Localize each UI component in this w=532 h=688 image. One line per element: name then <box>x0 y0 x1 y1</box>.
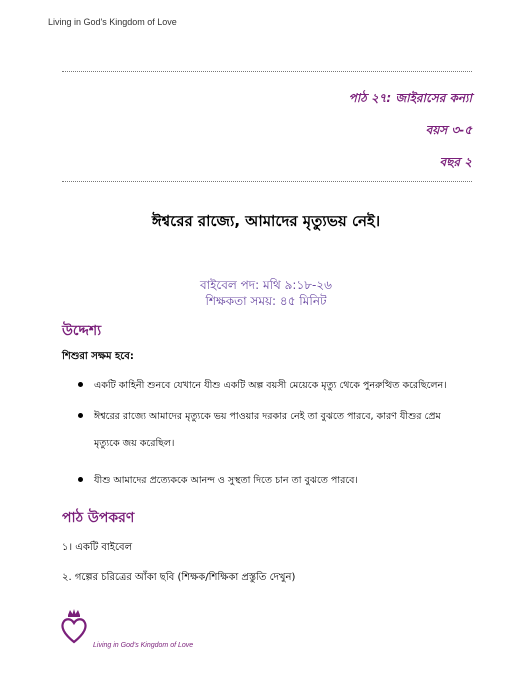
objective-text: ঈশ্বরের রাজ্যে আমাদের মৃত্যুকে ভয় পাওয়ার দরকার নেই তা বুঝতে পারবে, কারণ যীশুর প্রেম <box>94 411 441 422</box>
bullet-icon <box>78 477 83 482</box>
crown-heart-logo-icon <box>60 606 88 646</box>
meta-divider <box>62 181 472 182</box>
objectives-subheading: শিশুরা সক্ষম হবে: <box>62 351 134 362</box>
objectives-heading: উদ্দেশ্য <box>62 323 102 339</box>
bullet-icon <box>78 413 83 418</box>
objective-item <box>78 403 478 457</box>
lesson-title: পাঠ ২৭: জাইরাসের কন্যা <box>348 91 472 105</box>
year-label: বছর ২ <box>439 155 472 169</box>
objective-text: যীশু আমাদের প্রত্যেককে আনন্দ ও সুস্থতা দিতে চান তা বুঝতে পারবে। <box>94 475 358 486</box>
bible-passage: বাইবেল পদ: মথি ৯:১৮-২৬ <box>200 278 332 292</box>
objective-item <box>78 467 478 494</box>
lesson-theme: ঈশ্বরের রাজ্যে, আমাদের মৃত্যুভয় নেই। <box>151 212 381 230</box>
age-range: বয়স ৩-৫ <box>425 123 472 137</box>
material-item: ১। একটি বাইবেল <box>62 542 133 553</box>
footer-logo-text: Living in God's Kingdom of Love <box>93 642 194 649</box>
bullet-icon <box>78 382 83 387</box>
objective-text-continued: মৃত্যুকে জয় করেছিল। <box>94 438 175 449</box>
material-item: ২. গল্পের চরিত্রের আঁকা ছবি (শিক্ষক/শিক্ষিকা প্রস্তুতি দেখুন) <box>62 572 296 583</box>
materials-heading: পাঠ উপকরণ <box>62 510 135 526</box>
running-header: Living in God's Kingdom of Love <box>48 17 177 27</box>
objective-text: একটি কাহিনী শুনবে যেখানে যীশু একটি অল্প বয়সী মেয়েকে মৃত্যু থেকে পুনরুত্থিত করেছিলেন। <box>94 380 447 391</box>
teaching-duration: শিক্ষকতা সময়: ৪৫ মিনিট <box>205 294 327 308</box>
top-divider <box>62 71 472 72</box>
objective-item <box>78 372 478 399</box>
